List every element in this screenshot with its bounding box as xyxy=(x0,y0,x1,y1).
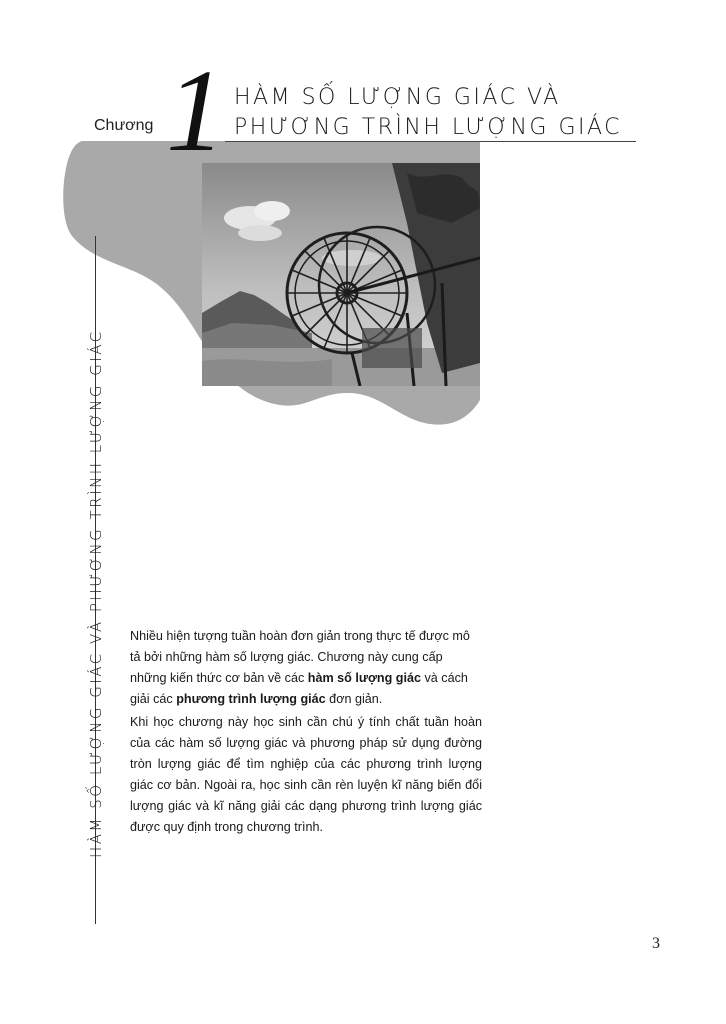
chapter-title-line-1: HÀM SỐ LƯỢNG GIÁC VÀ xyxy=(234,85,561,110)
water-wheel-photo xyxy=(202,163,480,386)
page-number: 3 xyxy=(652,935,660,952)
chapter-title-line-2: PHƯƠNG TRÌNH LƯỢNG GIÁC xyxy=(234,115,623,140)
chapter-introduction xyxy=(130,626,482,840)
spine-title: HÀM SỐ LƯỢNG GIÁC VÀ PHƯƠNG TRÌNH LƯỢNG GIÁC xyxy=(87,329,105,858)
chapter-title xyxy=(234,83,622,143)
intro-text: và cách giải các xyxy=(130,671,468,706)
intro-text: đơn giản. xyxy=(325,692,383,706)
chapter-number: 1 xyxy=(166,45,225,176)
chapter-label: Chương xyxy=(94,117,154,134)
keyword-trig-functions: hàm số lượng giác xyxy=(307,671,421,685)
title-underline xyxy=(225,141,636,142)
intro-text: Nhiều hiện tượng tuần hoàn đơn giản trong thực tế được mô tả bởi những hàm số lượng giác. Chương này cung cấp những kiến thức cơ bản về các xyxy=(130,629,470,685)
intro-paragraph-1 xyxy=(130,626,482,710)
intro-paragraph-2: Khi học chương này học sinh cần chú ý tính chất tuần hoàn của các hàm số lượng giác và phương pháp sử dụng đường tròn lượng giác để tìm nghiệp của các phương trình lượng giác cơ bản. Ngoài ra, học sinh cần rèn luyện kĩ năng biến đổi lượng giác và kĩ năng giải các dạng phương trình lượng giác được quy định trong chương trình. xyxy=(130,715,482,834)
keyword-trig-equations: phương trình lượng giác xyxy=(176,692,326,706)
